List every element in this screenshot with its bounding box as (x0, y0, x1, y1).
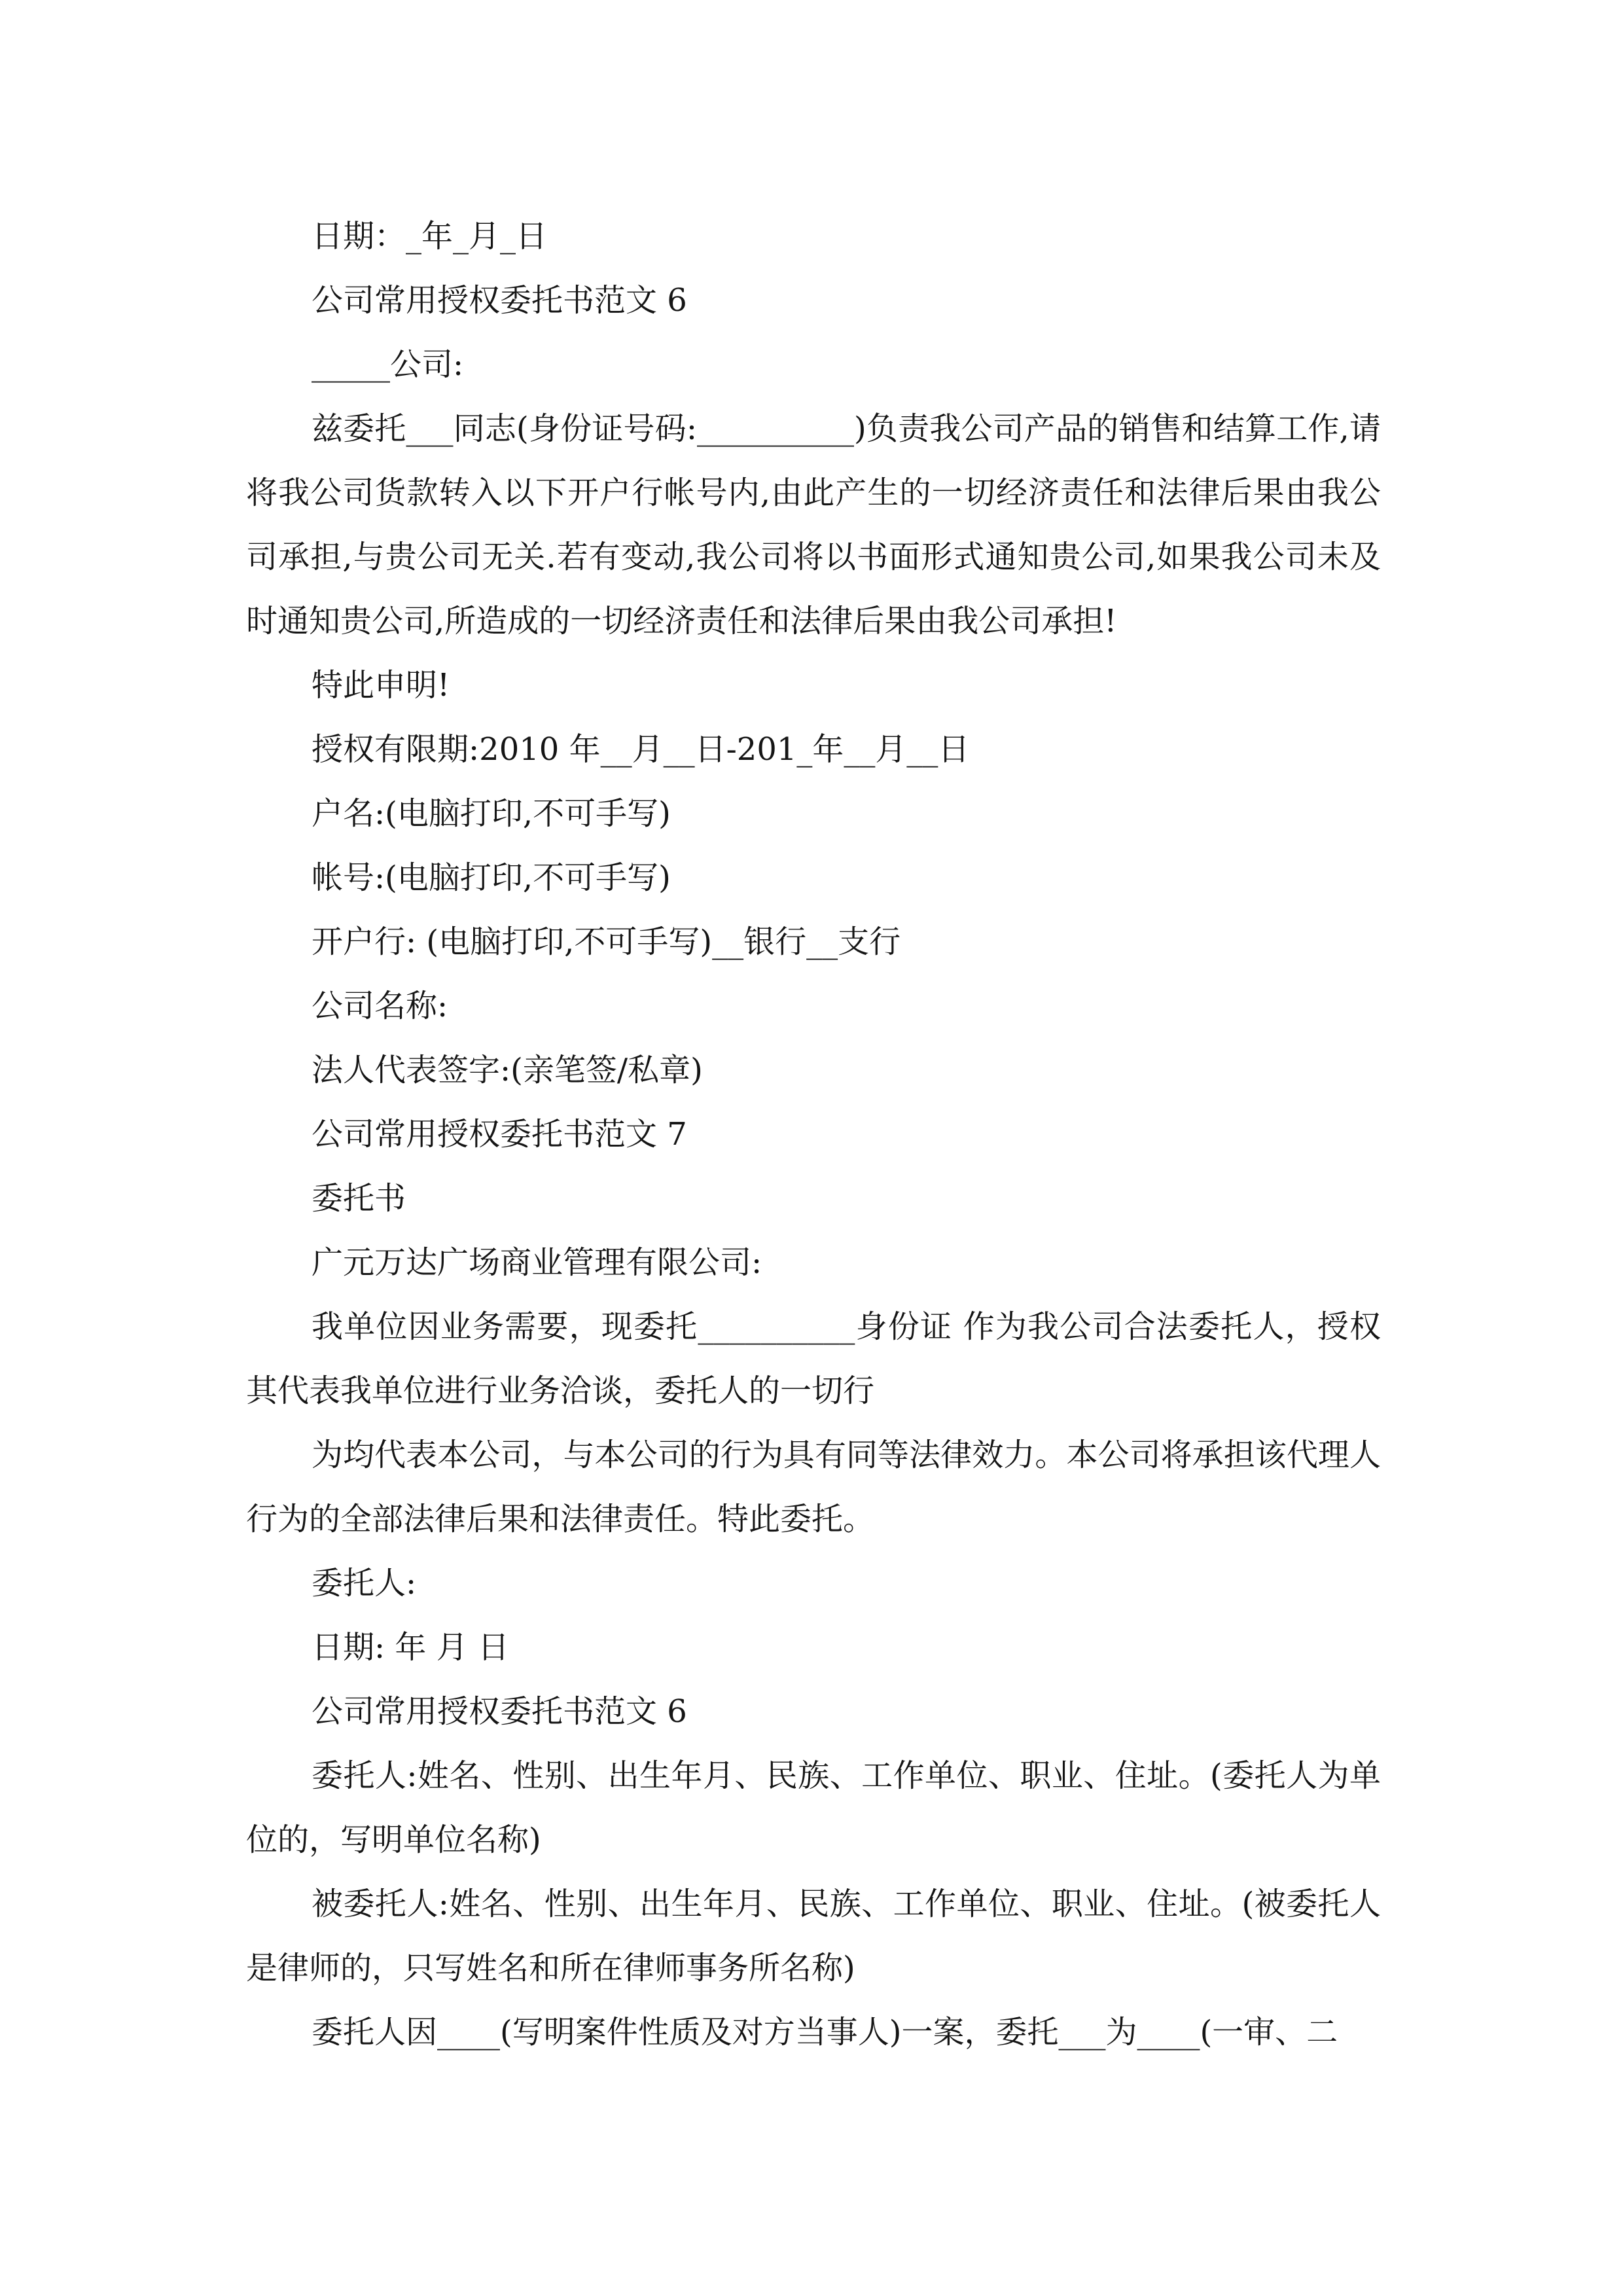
declaration-line: 特此申明! (312, 667, 450, 704)
document-body (246, 204, 1381, 2064)
salutation: 广元万达广场商业管理有限公司: (312, 1244, 762, 1281)
legal-rep-signature-line: 法人代表签字:(亲笔签/私章) (312, 1052, 703, 1088)
bank-line: 开户行: (电脑打印,不可手写)__银行__支行 (312, 924, 901, 960)
body-paragraph: 为均代表本公司，与本公司的行为具有同等法律效力。本公司将承担该代理人行为的全部法律后果和法律责任。特此委托。 (246, 1437, 1381, 1537)
body-paragraph: 委托人因____(写明案件性质及对方当事人)一案，委托___为____(一审、二 (312, 2014, 1338, 2051)
section-heading: 公司常用授权委托书范文 6 (312, 282, 687, 319)
account-number-line: 帐号:(电脑打印,不可手写) (312, 859, 671, 896)
date-line: 日期：_年_月_日 (312, 218, 548, 255)
account-name-line: 户名:(电脑打印,不可手写) (312, 795, 671, 832)
validity-period-line: 授权有限期:2010 年__月__日-201_年__月__日 (312, 731, 970, 768)
section-heading: 公司常用授权委托书范文 7 (312, 1116, 687, 1153)
body-paragraph: 兹委托___同志(身份证号码:__________)负责我公司产品的销售和结算工作,请将我公司货款转入以下开户行帐号内,由此产生的一切经济责任和法律后果由我公司承担,与贵公司无关.若有变动,我公司将以书面形式通知贵公司,如果我公司未及时通知贵公司,所造成的一切经济责任和法律后果由我公司承担! (246, 410, 1381, 639)
section-heading: 公司常用授权委托书范文 6 (312, 1693, 687, 1730)
principal-line: 委托人: (312, 1565, 417, 1602)
body-paragraph: 被委托人:姓名、性别、出生年月、民族、工作单位、职业、住址。(被委托人是律师的，只写姓名和所在律师事务所名称) (246, 1886, 1381, 1986)
date-line: 日期: 年 月 日 (312, 1629, 509, 1666)
salutation: _____公司: (312, 346, 464, 383)
company-name-line: 公司名称: (312, 988, 448, 1024)
body-paragraph: 委托人:姓名、性别、出生年月、民族、工作单位、职业、住址。(委托人为单位的，写明单位名称) (246, 1757, 1381, 1858)
body-paragraph: 我单位因业务需要，现委托__________身份证 作为我公司合法委托人，授权其代表我单位进行业务洽谈，委托人的一切行 (246, 1308, 1381, 1409)
document-title: 委托书 (312, 1180, 406, 1217)
